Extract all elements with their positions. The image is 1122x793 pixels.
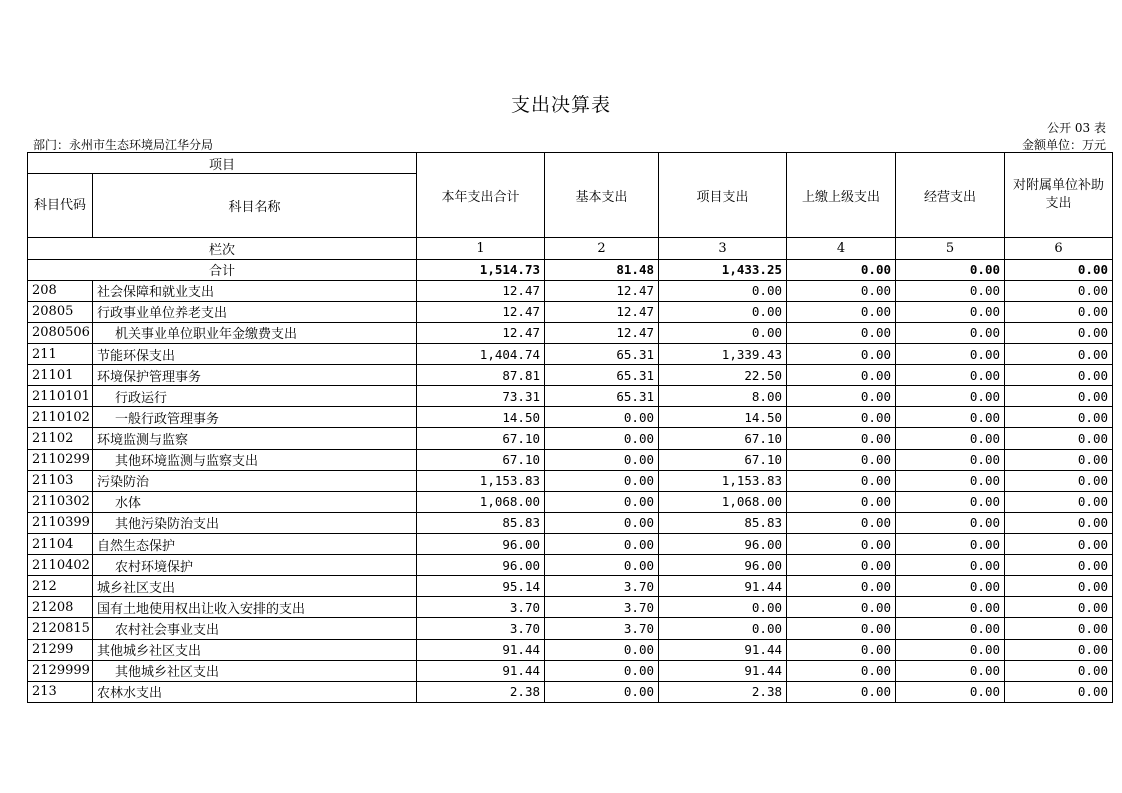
row-code: 208 xyxy=(28,280,93,301)
total-value: 0.00 xyxy=(787,259,896,280)
row-value: 0.00 xyxy=(896,344,1005,365)
row-value: 0.00 xyxy=(896,322,1005,343)
row-value: 12.47 xyxy=(417,280,545,301)
row-value: 0.00 xyxy=(787,322,896,343)
row-name: 节能环保支出 xyxy=(93,344,417,365)
form-number: 公开 03 表 xyxy=(1047,121,1106,135)
total-label: 合计 xyxy=(28,259,417,280)
table-row xyxy=(28,555,1113,576)
row-name: 行政事业单位养老支出 xyxy=(93,301,417,322)
row-value: 0.00 xyxy=(787,344,896,365)
header-name: 科目名称 xyxy=(93,174,417,238)
row-code: 2129999 xyxy=(28,660,93,681)
row-value: 0.00 xyxy=(787,576,896,597)
row-value: 0.00 xyxy=(659,322,787,343)
row-value: 0.00 xyxy=(787,533,896,554)
row-value: 0.00 xyxy=(896,533,1005,554)
row-value: 0.00 xyxy=(896,597,1005,618)
table-row xyxy=(28,386,1113,407)
header-upper: 上缴上级支出 xyxy=(787,153,896,238)
row-value: 0.00 xyxy=(896,639,1005,660)
header-code: 科目代码 xyxy=(28,174,93,238)
row-name: 自然生态保护 xyxy=(93,533,417,554)
table-row xyxy=(28,512,1113,533)
row-value: 0.00 xyxy=(787,407,896,428)
row-value: 22.50 xyxy=(659,365,787,386)
row-value: 0.00 xyxy=(1005,386,1113,407)
row-code: 2110102 xyxy=(28,407,93,428)
row-value: 0.00 xyxy=(545,449,659,470)
row-value: 95.14 xyxy=(417,576,545,597)
table-row xyxy=(28,301,1113,322)
row-value: 0.00 xyxy=(787,470,896,491)
row-value: 1,339.43 xyxy=(659,344,787,365)
row-value: 0.00 xyxy=(1005,639,1113,660)
row-value: 0.00 xyxy=(1005,533,1113,554)
row-value: 0.00 xyxy=(896,491,1005,512)
row-code: 2110101 xyxy=(28,386,93,407)
row-value: 3.70 xyxy=(545,597,659,618)
row-value: 0.00 xyxy=(896,618,1005,639)
row-value: 0.00 xyxy=(545,639,659,660)
row-code: 21104 xyxy=(28,533,93,554)
row-name: 污染防治 xyxy=(93,470,417,491)
row-code: 21208 xyxy=(28,597,93,618)
row-value: 1,068.00 xyxy=(417,491,545,512)
row-value: 0.00 xyxy=(1005,344,1113,365)
row-value: 85.83 xyxy=(659,512,787,533)
row-code: 2110399 xyxy=(28,512,93,533)
department-label: 部门：永州市生态环境局江华分局 xyxy=(33,138,214,152)
total-value: 0.00 xyxy=(896,259,1005,280)
row-code: 213 xyxy=(28,681,93,702)
row-value: 14.50 xyxy=(417,407,545,428)
row-name: 农林水支出 xyxy=(93,681,417,702)
row-value: 0.00 xyxy=(787,512,896,533)
row-value: 0.00 xyxy=(896,555,1005,576)
row-value: 0.00 xyxy=(659,597,787,618)
table-row xyxy=(28,449,1113,470)
table-row xyxy=(28,618,1113,639)
header-project-expenditure: 项目支出 xyxy=(659,153,787,238)
row-code: 211 xyxy=(28,344,93,365)
row-value: 3.70 xyxy=(545,618,659,639)
total-value: 1,433.25 xyxy=(659,259,787,280)
table-row xyxy=(28,533,1113,554)
row-value: 14.50 xyxy=(659,407,787,428)
row-value: 0.00 xyxy=(1005,322,1113,343)
row-value: 96.00 xyxy=(659,555,787,576)
header-basic: 基本支出 xyxy=(545,153,659,238)
row-value: 67.10 xyxy=(417,449,545,470)
row-value: 8.00 xyxy=(659,386,787,407)
total-value: 81.48 xyxy=(545,259,659,280)
row-value: 1,153.83 xyxy=(659,470,787,491)
row-code: 21299 xyxy=(28,639,93,660)
col-index: 2 xyxy=(545,238,659,259)
row-name: 环境监测与监察 xyxy=(93,428,417,449)
row-name: 农村环境保护 xyxy=(93,555,417,576)
table-row xyxy=(28,597,1113,618)
row-value: 0.00 xyxy=(1005,681,1113,702)
row-name: 其他污染防治支出 xyxy=(93,512,417,533)
row-value: 0.00 xyxy=(545,428,659,449)
row-value: 0.00 xyxy=(896,280,1005,301)
row-value: 67.10 xyxy=(659,449,787,470)
row-value: 0.00 xyxy=(1005,428,1113,449)
row-value: 0.00 xyxy=(1005,512,1113,533)
row-value: 3.70 xyxy=(417,597,545,618)
table-row xyxy=(28,639,1113,660)
page-title: 支出决算表 xyxy=(510,94,611,116)
row-name: 城乡社区支出 xyxy=(93,576,417,597)
row-value: 12.47 xyxy=(417,322,545,343)
row-value: 67.10 xyxy=(417,428,545,449)
header-total: 本年支出合计 xyxy=(417,153,545,238)
row-value: 0.00 xyxy=(787,449,896,470)
row-value: 0.00 xyxy=(896,386,1005,407)
row-value: 0.00 xyxy=(659,301,787,322)
row-value: 1,404.74 xyxy=(417,344,545,365)
table-row xyxy=(28,322,1113,343)
col-index: 5 xyxy=(896,238,1005,259)
row-value: 0.00 xyxy=(1005,407,1113,428)
total-value: 0.00 xyxy=(1005,259,1113,280)
header-project: 项目 xyxy=(28,153,417,174)
row-value: 87.81 xyxy=(417,365,545,386)
row-value: 0.00 xyxy=(787,618,896,639)
table-row xyxy=(28,365,1113,386)
row-name: 社会保障和就业支出 xyxy=(93,280,417,301)
row-value: 0.00 xyxy=(545,512,659,533)
table-row xyxy=(28,470,1113,491)
row-value: 91.44 xyxy=(659,660,787,681)
row-code: 21101 xyxy=(28,365,93,386)
row-value: 0.00 xyxy=(787,491,896,512)
col-index: 4 xyxy=(787,238,896,259)
row-value: 0.00 xyxy=(1005,576,1113,597)
expenditure-table xyxy=(27,152,1113,703)
row-code: 212 xyxy=(28,576,93,597)
row-value: 0.00 xyxy=(787,555,896,576)
row-name: 国有土地使用权出让收入安排的支出 xyxy=(93,597,417,618)
row-value: 0.00 xyxy=(1005,280,1113,301)
row-value: 65.31 xyxy=(545,386,659,407)
row-value: 12.47 xyxy=(545,322,659,343)
row-value: 0.00 xyxy=(1005,470,1113,491)
row-value: 91.44 xyxy=(417,660,545,681)
row-value: 0.00 xyxy=(1005,365,1113,386)
row-value: 0.00 xyxy=(896,407,1005,428)
row-value: 96.00 xyxy=(417,555,545,576)
table-row xyxy=(28,428,1113,449)
total-value: 1,514.73 xyxy=(417,259,545,280)
row-value: 12.47 xyxy=(417,301,545,322)
row-value: 0.00 xyxy=(787,386,896,407)
row-value: 65.31 xyxy=(545,344,659,365)
row-value: 0.00 xyxy=(896,301,1005,322)
col-index: 6 xyxy=(1005,238,1113,259)
row-value: 0.00 xyxy=(545,491,659,512)
row-name: 其他环境监测与监察支出 xyxy=(93,449,417,470)
row-value: 91.44 xyxy=(659,639,787,660)
row-value: 0.00 xyxy=(787,597,896,618)
row-value: 0.00 xyxy=(896,365,1005,386)
row-value: 3.70 xyxy=(545,576,659,597)
row-value: 0.00 xyxy=(896,449,1005,470)
row-value: 0.00 xyxy=(787,660,896,681)
row-code: 2080506 xyxy=(28,322,93,343)
row-value: 91.44 xyxy=(659,576,787,597)
row-value: 0.00 xyxy=(545,681,659,702)
row-code: 21103 xyxy=(28,470,93,491)
table-row xyxy=(28,407,1113,428)
row-code: 21102 xyxy=(28,428,93,449)
row-value: 0.00 xyxy=(1005,301,1113,322)
row-value: 0.00 xyxy=(659,280,787,301)
row-name: 水体 xyxy=(93,491,417,512)
row-value: 0.00 xyxy=(1005,597,1113,618)
table-row xyxy=(28,280,1113,301)
row-value: 96.00 xyxy=(417,533,545,554)
row-value: 73.31 xyxy=(417,386,545,407)
row-value: 0.00 xyxy=(545,660,659,681)
row-name: 农村社会事业支出 xyxy=(93,618,417,639)
header-operating: 经营支出 xyxy=(896,153,1005,238)
row-value: 12.47 xyxy=(545,280,659,301)
row-value: 0.00 xyxy=(787,365,896,386)
row-value: 65.31 xyxy=(545,365,659,386)
row-code: 20805 xyxy=(28,301,93,322)
row-value: 12.47 xyxy=(545,301,659,322)
table-row xyxy=(28,681,1113,702)
row-value: 67.10 xyxy=(659,428,787,449)
row-value: 0.00 xyxy=(787,639,896,660)
table-row xyxy=(28,344,1113,365)
row-name: 其他城乡社区支出 xyxy=(93,660,417,681)
header-subsidy: 对附属单位补助支出 xyxy=(1005,153,1113,238)
table-row xyxy=(28,576,1113,597)
row-code: 2110299 xyxy=(28,449,93,470)
row-code: 2110302 xyxy=(28,491,93,512)
row-value: 85.83 xyxy=(417,512,545,533)
row-value: 0.00 xyxy=(896,512,1005,533)
row-name: 其他城乡社区支出 xyxy=(93,639,417,660)
row-name: 一般行政管理事务 xyxy=(93,407,417,428)
row-value: 0.00 xyxy=(896,428,1005,449)
row-value: 96.00 xyxy=(659,533,787,554)
row-value: 2.38 xyxy=(659,681,787,702)
row-value: 0.00 xyxy=(787,428,896,449)
row-value: 0.00 xyxy=(787,301,896,322)
row-name: 机关事业单位职业年金缴费支出 xyxy=(93,322,417,343)
row-value: 0.00 xyxy=(1005,491,1113,512)
row-value: 1,068.00 xyxy=(659,491,787,512)
row-value: 91.44 xyxy=(417,639,545,660)
row-value: 1,153.83 xyxy=(417,470,545,491)
table-row xyxy=(28,491,1113,512)
total-row xyxy=(28,259,1113,280)
row-value: 0.00 xyxy=(545,407,659,428)
row-name: 环境保护管理事务 xyxy=(93,365,417,386)
row-value: 2.38 xyxy=(417,681,545,702)
row-value: 0.00 xyxy=(1005,449,1113,470)
unit-label: 金额单位：万元 xyxy=(1021,138,1106,152)
row-code: 2120815 xyxy=(28,618,93,639)
row-value: 0.00 xyxy=(787,681,896,702)
row-code: 2110402 xyxy=(28,555,93,576)
row-name: 行政运行 xyxy=(93,386,417,407)
table-row xyxy=(28,660,1113,681)
row-value: 0.00 xyxy=(896,660,1005,681)
row-value: 0.00 xyxy=(659,618,787,639)
header-column-index: 栏次 xyxy=(28,238,417,259)
row-value: 0.00 xyxy=(1005,660,1113,681)
row-value: 0.00 xyxy=(787,280,896,301)
row-value: 3.70 xyxy=(417,618,545,639)
row-value: 0.00 xyxy=(896,576,1005,597)
row-value: 0.00 xyxy=(1005,618,1113,639)
row-value: 0.00 xyxy=(545,555,659,576)
col-index: 3 xyxy=(659,238,787,259)
col-index: 1 xyxy=(417,238,545,259)
row-value: 0.00 xyxy=(545,533,659,554)
row-value: 0.00 xyxy=(896,470,1005,491)
row-value: 0.00 xyxy=(1005,555,1113,576)
row-value: 0.00 xyxy=(896,681,1005,702)
row-value: 0.00 xyxy=(545,470,659,491)
